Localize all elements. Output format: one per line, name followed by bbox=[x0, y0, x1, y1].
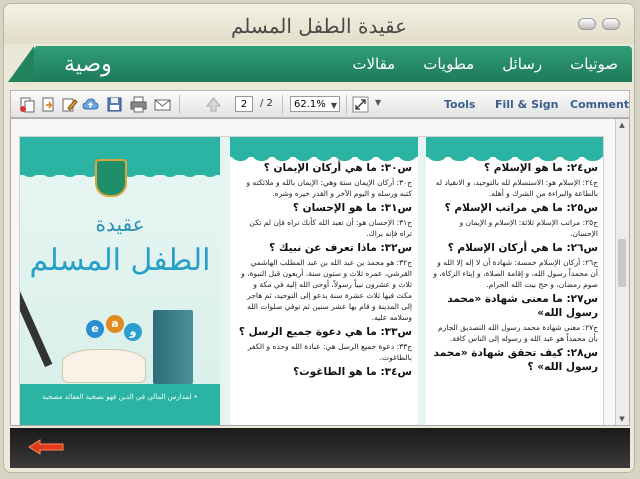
right-column-text bbox=[432, 159, 598, 376]
column-gutter bbox=[418, 137, 426, 426]
question-heading: س٣٣: ما هي دعوة جميع الرسل ؟ bbox=[238, 326, 412, 338]
middle-column bbox=[230, 137, 418, 426]
window-controls bbox=[578, 18, 620, 30]
question-heading: س٢٧: ما معنى شهادة «محمد رسول الله» bbox=[447, 293, 598, 319]
answer-text: ج٢٥: مراتب الإسلام ثلاثة: الإسلام و الإيمان و الإحسان. bbox=[459, 218, 598, 238]
main-nav bbox=[34, 46, 632, 82]
letter-bubble-icon: a bbox=[106, 315, 124, 333]
fill-sign-button[interactable]: Fill & Sign bbox=[495, 98, 559, 111]
edit-icon[interactable] bbox=[61, 96, 78, 113]
question-heading: س٢٥: ما هي مراتب الإسلام ؟ bbox=[444, 202, 598, 214]
answer-text: ج٢٤: الإسلام هو: الاستسلام لله بالتوحيد، و الانقياد له بالطاعة والبراءة من الشرك و أهله. bbox=[435, 178, 598, 198]
cover-panel bbox=[20, 137, 220, 426]
bottom-bar bbox=[10, 428, 630, 468]
tools-button[interactable]: Tools bbox=[444, 98, 476, 111]
toolbar-divider bbox=[282, 95, 283, 114]
toolbar-divider bbox=[346, 95, 347, 114]
middle-column-text bbox=[236, 159, 412, 381]
nav-item-pamphlets[interactable]: مطويات bbox=[423, 55, 475, 73]
open-book-icon bbox=[62, 349, 146, 383]
title-bar bbox=[4, 4, 634, 44]
zoom-select[interactable] bbox=[290, 96, 340, 112]
answer-text: ج٢٦: أركان الإسلام خمسة: شهادة أن لا إله إلا الله و أن محمداً رسول الله، و إقامة الصلاة، و إيتاء الزكاة، و صوم رمضان، و حج بيت الله الحرام. bbox=[433, 258, 598, 289]
app-window bbox=[3, 3, 635, 473]
question-heading: س٣٠: ما هي أركان الإيمان ؟ bbox=[263, 162, 412, 174]
question-heading: س٢٨: كيف تحقق شهادة «محمد رسول الله» ؟ bbox=[433, 347, 598, 373]
answer-text: ج٣١: الإحسان هو: أن تعبد الله كأنك تراه فإن لم تكن تراه فإنه يراك. bbox=[249, 218, 412, 238]
email-icon[interactable] bbox=[154, 96, 171, 113]
nav-item-articles[interactable]: مقالات bbox=[352, 55, 396, 73]
print-icon[interactable] bbox=[130, 96, 147, 113]
chevron-down-icon[interactable]: ▼ bbox=[375, 98, 382, 107]
answer-text: ج٣٣: دعوة جميع الرسل هي: عبادة الله وحده و الكفر بالطاغوت. bbox=[247, 342, 412, 362]
zoom-value: 62.1% bbox=[294, 99, 326, 110]
book-icon bbox=[153, 310, 193, 384]
minimize-button[interactable] bbox=[578, 18, 596, 30]
answer-text: ج٣٠: أركان الإيمان ستة وهي: الإيمان بالله و ملائكته و كتبه ورسله و اليوم الآخر و القدر خيره وشره. bbox=[246, 178, 412, 198]
nav-item-will[interactable]: وصية bbox=[64, 51, 112, 77]
pdf-page bbox=[19, 136, 604, 426]
back-arrow-icon[interactable] bbox=[28, 439, 64, 455]
pen-icon bbox=[19, 289, 52, 367]
column-header-band bbox=[230, 137, 418, 157]
answer-text: ج٢٧: معنى شهادة محمد رسول الله التصديق الجازم بأن محمداً هو عبد الله و رسوله إلى الناس كافة. bbox=[438, 323, 598, 343]
comment-button[interactable]: Comment bbox=[570, 98, 630, 111]
question-heading: س٢٦: ما هي أركان الإسلام ؟ bbox=[447, 242, 598, 254]
question-heading: س٣٢: ماذا تعرف عن نبيك ؟ bbox=[269, 242, 412, 254]
scroll-up-icon[interactable]: ▲ bbox=[619, 121, 625, 129]
save-icon[interactable] bbox=[106, 96, 123, 113]
question-heading: س٢٤: ما هو الإسلام ؟ bbox=[484, 162, 598, 174]
badge-icon bbox=[95, 159, 127, 197]
cloud-upload-icon[interactable] bbox=[82, 96, 99, 113]
cover-title-line1: عقيدة bbox=[95, 212, 145, 236]
answer-text: ج٣٢: هو محمد بن عبد الله بن عبد المطلب الهاشمي القرشي، عمره ثلاث و ستون سنة، أربعون قبل النبوة، و ثلاث و عشرون نبياً رسولاً، أوحى الله إليه في مكة و مكث فيها ثلاث عشرة سنة يدعو إلى التوحيد، ثم هاجر إلى المدينة و قام بها عشر سنين ثم توفي صلوات الله وسلامه عليه. bbox=[241, 258, 412, 322]
cover-title-line2: الطفل المسلم bbox=[29, 243, 211, 278]
document-viewer[interactable] bbox=[10, 118, 630, 426]
vertical-scrollbar[interactable] bbox=[615, 119, 629, 425]
scrollbar-thumb[interactable] bbox=[618, 239, 626, 287]
letter-bubble-icon: e bbox=[86, 320, 104, 338]
column-gutter bbox=[220, 137, 230, 426]
nav-item-audio[interactable]: صوتيات bbox=[570, 55, 618, 73]
cover-footer: • لمدارس المالي في الدين فهو نصحية العقائد مصحية bbox=[20, 384, 220, 426]
letter-bubble-icon: و bbox=[124, 323, 142, 341]
close-button[interactable] bbox=[602, 18, 620, 30]
fullscreen-icon[interactable] bbox=[352, 96, 369, 113]
question-heading: س٣٤: ما هو الطاغوت؟ bbox=[293, 366, 412, 378]
toolbar-divider bbox=[179, 95, 180, 114]
question-heading: س٣١: ما هو الإحسان ؟ bbox=[292, 202, 412, 214]
scroll-down-icon[interactable]: ▼ bbox=[619, 415, 625, 423]
chevron-down-icon: ▼ bbox=[330, 101, 337, 110]
prev-page-icon[interactable] bbox=[205, 96, 222, 113]
pdf-toolbar bbox=[10, 90, 630, 118]
page-number-input[interactable]: 2 bbox=[235, 96, 253, 112]
nav-item-letters[interactable]: رسائل bbox=[502, 55, 543, 73]
column-header-band bbox=[426, 137, 604, 157]
window-title: عقيدة الطفل المسلم bbox=[230, 14, 408, 38]
right-column bbox=[426, 137, 604, 426]
pages-icon[interactable] bbox=[19, 96, 36, 113]
page-total: / 2 bbox=[260, 98, 273, 109]
export-icon[interactable] bbox=[40, 96, 57, 113]
